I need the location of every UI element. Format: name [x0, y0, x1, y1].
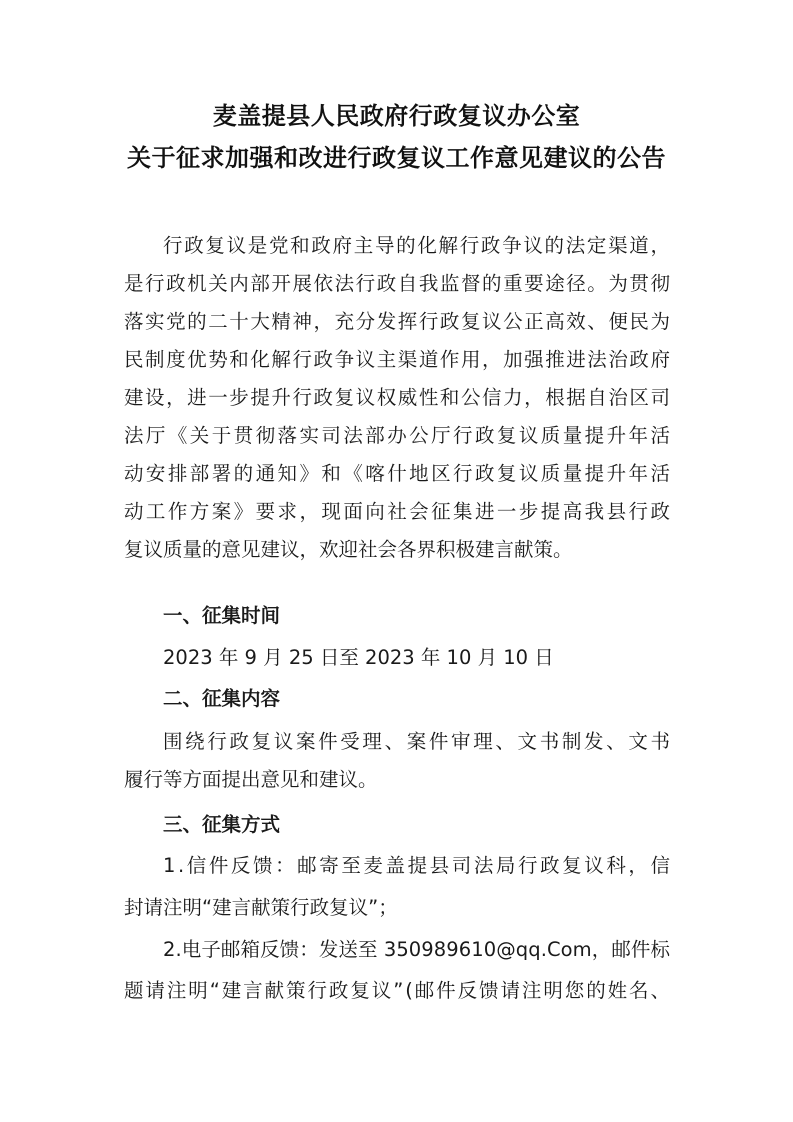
section-2-line-2: 履行等方面提出意见和建议。	[124, 768, 378, 791]
intro-line-5: 建设，进一步提升行政复议权威性和公信力，根据自治区司	[124, 386, 672, 409]
intro-line-4: 民制度优势和化解行政争议主渠道作用，加强推进法治政府	[124, 348, 672, 371]
intro-line-9: 复议质量的意见建议，欢迎社会各界积极建言献策。	[124, 538, 573, 561]
intro-line-8: 动工作方案》要求，现面向社会征集进一步提高我县行政	[124, 500, 673, 523]
section-1-text: 2023 年 9 月 25 日至 2023 年 10 月 10 日	[163, 646, 554, 669]
section-2-line-1: 围绕行政复议案件受理、案件审理、文书制发、文书	[163, 730, 673, 753]
section-1-heading: 一、征集时间	[163, 604, 281, 627]
document-title-line-2: 关于征求加强和改进行政复议工作意见建议的公告	[127, 143, 666, 172]
section-3-line-4: 题请注明“建言献策行政复议”(邮件反馈请注明您的姓名、	[124, 979, 672, 1002]
section-3-line-1: 1.信件反馈：邮寄至麦盖提县司法局行政复议科，信	[163, 854, 673, 877]
intro-line-1: 行政复议是党和政府主导的化解行政争议的法定渠道，	[163, 234, 672, 257]
section-3-heading: 三、征集方式	[163, 813, 281, 836]
intro-line-2: 是行政机关内部开展依法行政自我监督的重要途径。为贯彻	[124, 272, 672, 295]
intro-line-3: 落实党的二十大精神，充分发挥行政复议公正高效、便民为	[124, 310, 672, 333]
section-3-line-2: 封请注明“建言献策行政复议”；	[124, 896, 398, 919]
intro-line-7: 动安排部署的通知》和《喀什地区行政复议质量提升年活	[124, 462, 673, 485]
document-title-line-1: 麦盖提县人民政府行政复议办公室	[212, 101, 581, 130]
section-2-heading: 二、征集内容	[163, 687, 281, 710]
intro-line-6: 法厅《关于贯彻落实司法部办公厅行政复议质量提升年活	[124, 424, 673, 447]
section-3-line-3: 2.电子邮箱反馈：发送至 350989610@qq.Com，邮件标	[163, 938, 671, 961]
